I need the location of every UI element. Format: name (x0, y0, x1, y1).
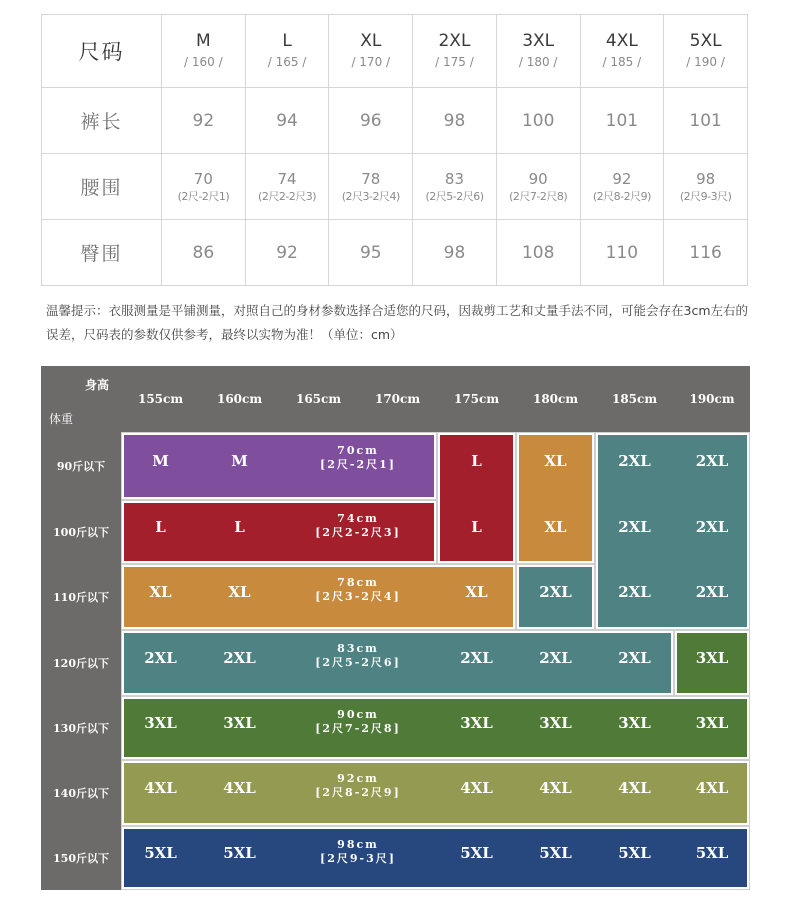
size-height: / 170 / (351, 55, 391, 69)
size-cell: 2XL (618, 649, 651, 667)
size-cell: 5XL (695, 844, 729, 862)
size-col-xl (329, 15, 413, 88)
row-label-pants-length: 裤长 (42, 88, 162, 154)
table-cell: 108 (496, 220, 580, 286)
waist-label-cm: 98cm (337, 838, 379, 851)
waist-cm: 90 (528, 169, 548, 188)
size-cell: 3XL (539, 714, 572, 732)
waist-cm: 78 (361, 169, 381, 188)
table-cell: 98 (413, 88, 497, 154)
size-table (41, 14, 748, 286)
waist-label-cm: 92cm (337, 772, 379, 785)
waist-label (279, 576, 437, 612)
table-cell (496, 154, 580, 220)
size-recommendation-chart (41, 366, 750, 890)
table-cell (413, 154, 497, 220)
size-cell: L (471, 452, 482, 470)
waist-label-cm: 90cm (337, 708, 379, 721)
size-cell: 2XL (223, 649, 256, 667)
size-corner-label: 尺码 (42, 15, 162, 88)
size-cell: 4XL (460, 779, 493, 797)
table-cell: 100 (496, 88, 580, 154)
weight-row-header: 100斤以下 (53, 526, 109, 539)
size-name: L (282, 31, 292, 51)
size-cell: 2XL (618, 583, 651, 601)
waist-label-chi: [2尺9-3尺] (320, 852, 396, 865)
size-cell: 5XL (539, 844, 572, 862)
size-height: / 175 / (435, 55, 474, 69)
waist-label-cm: 74cm (337, 512, 379, 525)
size-height: / 185 / (602, 55, 642, 69)
size-cell: 2XL (539, 583, 572, 601)
size-height: / 165 / (267, 55, 307, 69)
height-column-header: 175cm (453, 392, 500, 406)
corner-height-label: 身高 (85, 378, 110, 392)
size-cell: 2XL (144, 649, 177, 667)
size-cell: 3XL (223, 714, 256, 732)
size-col-l (245, 15, 329, 88)
size-col-4xl (580, 15, 664, 88)
size-note: 温馨提示：衣服测量是平铺测量，对照自己的身材参数选择合适您的尺码，因裁剪工艺和丈量手法不同，可能会存在3cm左右的误差，尺码表的参数仅供参考，最终以实物为准！（单位：cm） (46, 303, 749, 342)
weight-row-header: 140斤以下 (53, 787, 109, 800)
size-height: / 180 / (518, 55, 558, 69)
size-name: XL (360, 31, 382, 51)
size-col-5xl (664, 15, 748, 88)
size-name: 4XL (605, 31, 638, 51)
table-cell: 95 (329, 220, 413, 286)
table-cell: 92 (245, 220, 329, 286)
size-cell: M (152, 452, 169, 470)
weight-row-header: 110斤以下 (53, 591, 109, 604)
size-cell: 2XL (695, 452, 729, 470)
waist-label (279, 512, 437, 548)
table-cell: 101 (664, 88, 748, 154)
size-cell: 2XL (618, 518, 651, 536)
size-col-3xl (496, 15, 580, 88)
waist-chi: (2尺8-2尺9) (592, 189, 651, 203)
waist-cm: 83 (444, 169, 464, 188)
height-column-header: 170cm (374, 392, 421, 406)
size-cell: L (471, 518, 482, 536)
size-height: / 160 / (184, 55, 223, 69)
size-cell: XL (149, 583, 172, 601)
row-label-hip: 臀围 (42, 220, 162, 286)
waist-label (279, 444, 437, 480)
waist-label-chi: [2尺2-2尺3] (315, 526, 401, 539)
size-cell: 5XL (460, 844, 493, 862)
size-cell: L (155, 518, 166, 536)
size-cell: 2XL (618, 452, 651, 470)
size-cell: XL (228, 583, 251, 601)
table-cell (329, 154, 413, 220)
size-name: 5XL (689, 31, 722, 51)
size-name: M (196, 31, 211, 51)
waist-label-chi: [2尺3-2尺4] (315, 590, 401, 603)
size-name: 3XL (522, 31, 555, 51)
waist-row (42, 154, 748, 220)
size-cell: 2XL (695, 518, 729, 536)
size-name: 2XL (438, 31, 471, 51)
size-header-row (42, 15, 748, 88)
table-cell (245, 154, 329, 220)
waist-chi: (2尺7-2尺8) (509, 189, 568, 203)
weight-row-header: 90斤以下 (56, 460, 106, 473)
waist-cm: 70 (193, 169, 213, 188)
size-cell: 4XL (223, 779, 256, 797)
hip-row (42, 220, 748, 286)
table-cell: 110 (580, 220, 664, 286)
waist-label-chi: [2尺5-2尺6] (315, 656, 401, 669)
size-cell: L (234, 518, 245, 536)
size-cell: XL (544, 452, 567, 470)
table-cell: 92 (162, 88, 246, 154)
waist-chi: (2尺2-2尺3) (258, 189, 317, 203)
waist-label-cm: 78cm (337, 576, 379, 589)
size-cell: 2XL (539, 649, 572, 667)
size-cell: 3XL (144, 714, 177, 732)
height-column-header: 190cm (689, 392, 735, 406)
waist-label-cm: 83cm (337, 642, 379, 655)
waist-label-chi: [2尺7-2尺8] (315, 722, 401, 735)
size-cell: 5XL (223, 844, 256, 862)
table-cell: 101 (580, 88, 664, 154)
table-cell (664, 154, 748, 220)
waist-label (279, 642, 437, 678)
size-cell: 4XL (618, 779, 651, 797)
size-cell: 4XL (539, 779, 572, 797)
height-column-header: 155cm (137, 392, 184, 406)
size-height: / 190 / (686, 55, 725, 69)
size-cell: 4XL (144, 779, 177, 797)
waist-label-chi: [2尺8-2尺9] (315, 786, 401, 799)
size-cell: 3XL (460, 714, 493, 732)
size-cell: 3XL (695, 714, 729, 732)
waist-label (279, 708, 437, 744)
waist-label (279, 838, 437, 874)
table-cell (162, 154, 246, 220)
height-column-header: 165cm (295, 392, 342, 406)
size-cell: XL (465, 583, 488, 601)
weight-row-header: 150斤以下 (53, 852, 109, 865)
waist-cm: 98 (696, 169, 716, 188)
waist-label-cm: 70cm (337, 444, 379, 457)
height-column-header: 160cm (216, 392, 263, 406)
waist-label-chi: [2尺-2尺1] (320, 458, 396, 471)
table-cell: 94 (245, 88, 329, 154)
size-cell: 4XL (695, 779, 729, 797)
table-cell: 98 (413, 220, 497, 286)
table-cell: 116 (664, 220, 748, 286)
size-cell: XL (544, 518, 567, 536)
size-cell: 2XL (695, 583, 729, 601)
waist-chi: (2尺-2尺1) (177, 189, 230, 203)
waist-cm: 92 (612, 169, 632, 188)
corner-weight-label: 体重 (49, 412, 74, 426)
waist-chi: (2尺9-3尺) (679, 189, 732, 203)
table-cell: 86 (162, 220, 246, 286)
waist-chi: (2尺3-2尺4) (341, 189, 400, 203)
waist-label (279, 772, 437, 808)
table-cell (580, 154, 664, 220)
height-column-header: 185cm (611, 392, 658, 406)
size-col-m (162, 15, 246, 88)
size-cell: 2XL (460, 649, 493, 667)
pants-length-row (42, 88, 748, 154)
table-cell: 96 (329, 88, 413, 154)
row-label-waist: 腰围 (42, 154, 162, 220)
size-col-2xl (413, 15, 497, 88)
waist-chi: (2尺5-2尺6) (425, 189, 484, 203)
weight-row-header: 130斤以下 (53, 722, 109, 735)
size-cell: 5XL (144, 844, 177, 862)
size-cell: 3XL (618, 714, 651, 732)
weight-row-header: 120斤以下 (53, 657, 109, 670)
height-column-header: 180cm (532, 392, 579, 406)
size-cell: 3XL (695, 649, 729, 667)
size-cell: 5XL (618, 844, 651, 862)
size-cell: M (231, 452, 248, 470)
waist-cm: 74 (277, 169, 297, 188)
